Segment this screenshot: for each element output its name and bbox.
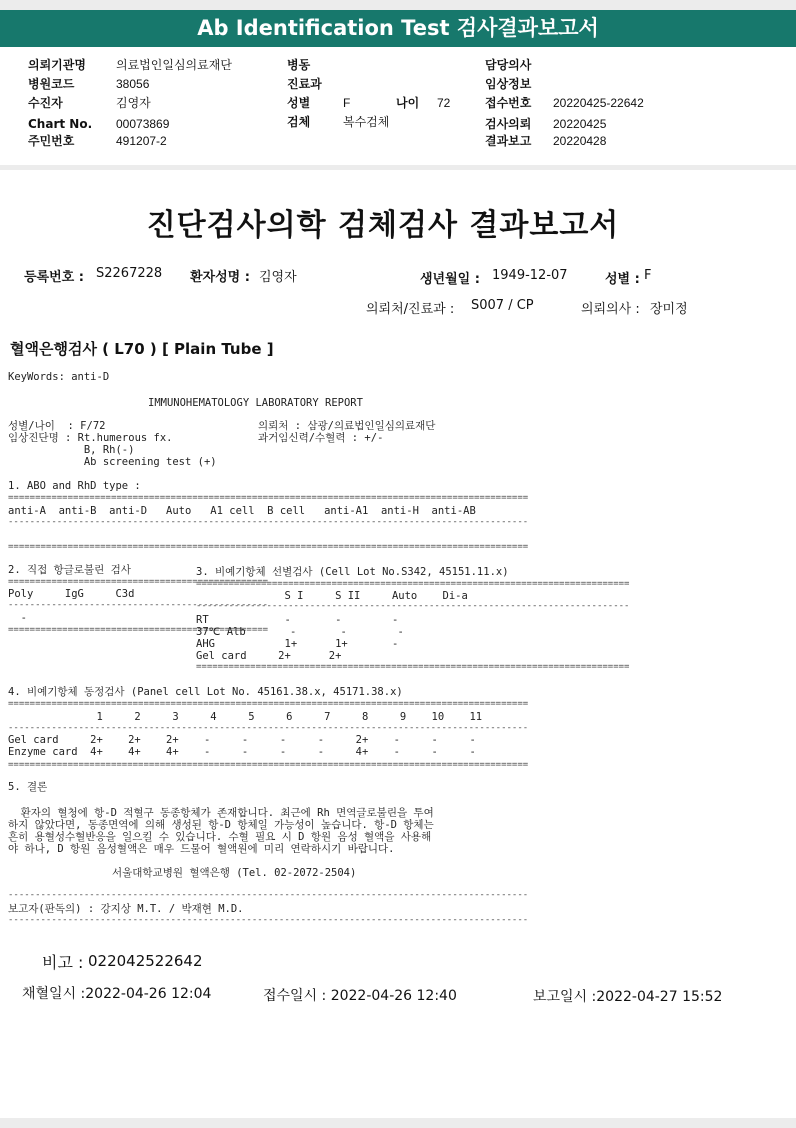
dash-rule: ------------------------------------------------------------------------------------------------ bbox=[8, 723, 529, 733]
dash-rule: ------------------------------------------------------------------------------------------------ bbox=[8, 517, 529, 527]
label-requesting-institution: 의뢰기관명 bbox=[28, 58, 86, 72]
label-attending-doctor: 담당의사 bbox=[485, 58, 532, 72]
dob-label: 생년월일 : bbox=[420, 272, 480, 287]
double-rule: ================================================================================================ bbox=[8, 493, 529, 503]
antibody-screen-title: 3. 비예기항체 선별검사 (Cell Lot No.S342, 45151.11.x) bbox=[196, 566, 509, 578]
value-requesting-institution: 의료법인일심의료재단 bbox=[116, 58, 232, 72]
section-title: 혈액은행검사 ( L70 ) [ Plain Tube ] bbox=[10, 340, 274, 358]
dash-rule: ------------------------------------------------------------------------------------------------ bbox=[8, 890, 529, 900]
antibody-id-header: 1 2 3 4 5 6 7 8 9 10 11 bbox=[8, 711, 483, 723]
dash-rule: ------------------------------------------------------------------------------------------------ bbox=[8, 915, 529, 925]
dept-value: S007 / CP bbox=[471, 298, 534, 313]
collection-datetime: 채혈일시 :2022-04-26 12:04 bbox=[22, 986, 212, 1002]
blood-bank-contact: 서울대학교병원 혈액은행 (Tel. 02-2072-2504) bbox=[112, 867, 357, 879]
label-test-request: 검사의뢰 bbox=[485, 117, 532, 131]
patient-name-value: 김영자 bbox=[259, 270, 297, 285]
double-rule: ================================================================================================ bbox=[8, 699, 529, 709]
label-specimen: 검체 bbox=[287, 115, 311, 129]
label-sex: 성별 bbox=[287, 96, 311, 110]
antibody-screen-header: S I S II Auto Di-a bbox=[196, 590, 468, 602]
keywords: KeyWords: anti-D bbox=[8, 371, 110, 383]
label-age: 나이 bbox=[396, 96, 420, 110]
antibody-id-title: 4. 비예기항체 동정검사 (Panel cell Lot No. 45161.38.x, 45171.38.x) bbox=[8, 686, 403, 698]
double-rule: ================================================================================================ bbox=[8, 760, 529, 770]
dash-rule: ------------------------------------------------ bbox=[8, 600, 269, 610]
double-rule: ================================================ bbox=[8, 577, 269, 587]
value-accession-no: 20220425-22642 bbox=[553, 96, 644, 110]
value-hospital-code: 38056 bbox=[116, 77, 150, 91]
dat-title: 2. 직접 항글로불린 검사 bbox=[8, 564, 131, 576]
dash-rule: -------------------------------------------------------------------------------- bbox=[196, 601, 630, 611]
double-rule: ================================================================================ bbox=[196, 662, 630, 672]
note-label: 비고 : bbox=[42, 953, 84, 972]
double-rule: ================================================================================================ bbox=[8, 542, 529, 552]
conclusion-title: 5. 결론 bbox=[8, 781, 48, 793]
lab-report-heading: IMMUNOHEMATOLOGY LABORATORY REPORT bbox=[148, 397, 363, 409]
label-department: 진료과 bbox=[287, 77, 322, 91]
label-chart-no: Chart No. bbox=[28, 117, 93, 131]
dept-label: 의뢰처/진료과 : bbox=[366, 302, 455, 317]
reg-no-value: S2267228 bbox=[96, 266, 163, 281]
label-clinical-info: 임상정보 bbox=[485, 77, 532, 91]
report-title: 진단검사의학 검체검사 결과보고서 bbox=[146, 208, 620, 243]
value-test-request: 20220425 bbox=[553, 117, 607, 131]
sex-value: F bbox=[644, 268, 652, 283]
dob-value: 1949-12-07 bbox=[492, 268, 568, 283]
sex-label: 성별 : bbox=[605, 272, 640, 287]
dat-header: Poly IgG C3d bbox=[8, 588, 135, 600]
antibody-screen-rows: RT - - - 37℃ Alb - - - AHG 1+ 1+ - Gel card 2+ 2+ bbox=[196, 614, 404, 662]
label-result-report: 결과보고 bbox=[485, 134, 532, 148]
value-resident-no: 491207-2 bbox=[116, 134, 167, 148]
value-specimen: 복수검체 bbox=[343, 115, 390, 129]
reg-no-label: 등록번호 : bbox=[24, 270, 84, 285]
label-patient: 수진자 bbox=[28, 96, 63, 110]
note-value: 022042522642 bbox=[88, 952, 203, 970]
value-age: 72 bbox=[437, 96, 451, 110]
label-accession-no: 접수번호 bbox=[485, 96, 532, 110]
value-sex: F bbox=[343, 96, 351, 110]
abo-rhd-title: 1. ABO and RhD type : bbox=[8, 480, 141, 492]
patient-name-label: 환자성명 : bbox=[190, 270, 250, 285]
report-banner: Ab Identification Test 검사결과보고서 bbox=[0, 10, 796, 47]
doctor-value: 장미정 bbox=[650, 302, 688, 317]
value-result-report: 20220428 bbox=[553, 134, 607, 148]
label-hospital-code: 병원코드 bbox=[28, 77, 75, 91]
double-rule: ================================================ bbox=[8, 625, 269, 635]
referral-history-info: 의뢰처 : 삼광/의료법인일심의료재단 과거임신력/수혈력 : +/- bbox=[258, 420, 436, 444]
report-datetime: 보고일시 :2022-04-27 15:52 bbox=[533, 989, 723, 1005]
reporter: 보고자(판독의) : 강지상 M.T. / 박재현 M.D. bbox=[8, 903, 244, 915]
abo-rhd-header: anti-A anti-B anti-D Auto A1 cell B cell anti-A1 anti-H anti-AB bbox=[8, 505, 476, 517]
double-rule: ================================================================================ bbox=[196, 579, 630, 589]
patient-clinical-info: 성별/나이 : F/72 임상진단명 : Rt.humerous fx. B, Rh(-) Ab screening test (+) bbox=[8, 420, 217, 468]
receipt-datetime: 접수일시 : 2022-04-26 12:40 bbox=[263, 988, 457, 1004]
antibody-id-rows: Gel card 2+ 2+ 2+ - - - - 2+ - - - Enzyme card 4+ 4+ 4+ - - - - 4+ - - - bbox=[8, 734, 476, 758]
label-resident-no: 주민번호 bbox=[28, 134, 75, 148]
dat-value: - bbox=[8, 612, 27, 624]
value-chart-no: 00073869 bbox=[116, 117, 170, 131]
value-patient: 김영자 bbox=[116, 96, 151, 110]
doctor-label: 의뢰의사 : bbox=[581, 302, 640, 317]
conclusion-text: 환자의 혈청에 항-D 적혈구 동종항체가 존재합니다. 최근에 Rh 면역글로불린을 투여 하지 않았다면, 동종면역에 의해 생성된 항-D 항체일 가능성이 높습니다. 항-D 항체는 흔히 용혈성수혈반응을 일으킬 수 있습니다. 수혈 필요 시 D 항원 음성 혈액을 사용해 야 하나, D 항원 음성혈액은 매우 드물어 혈액원에 미리 연락하시기 바랍니다. bbox=[8, 807, 434, 855]
label-ward: 병동 bbox=[287, 58, 311, 72]
